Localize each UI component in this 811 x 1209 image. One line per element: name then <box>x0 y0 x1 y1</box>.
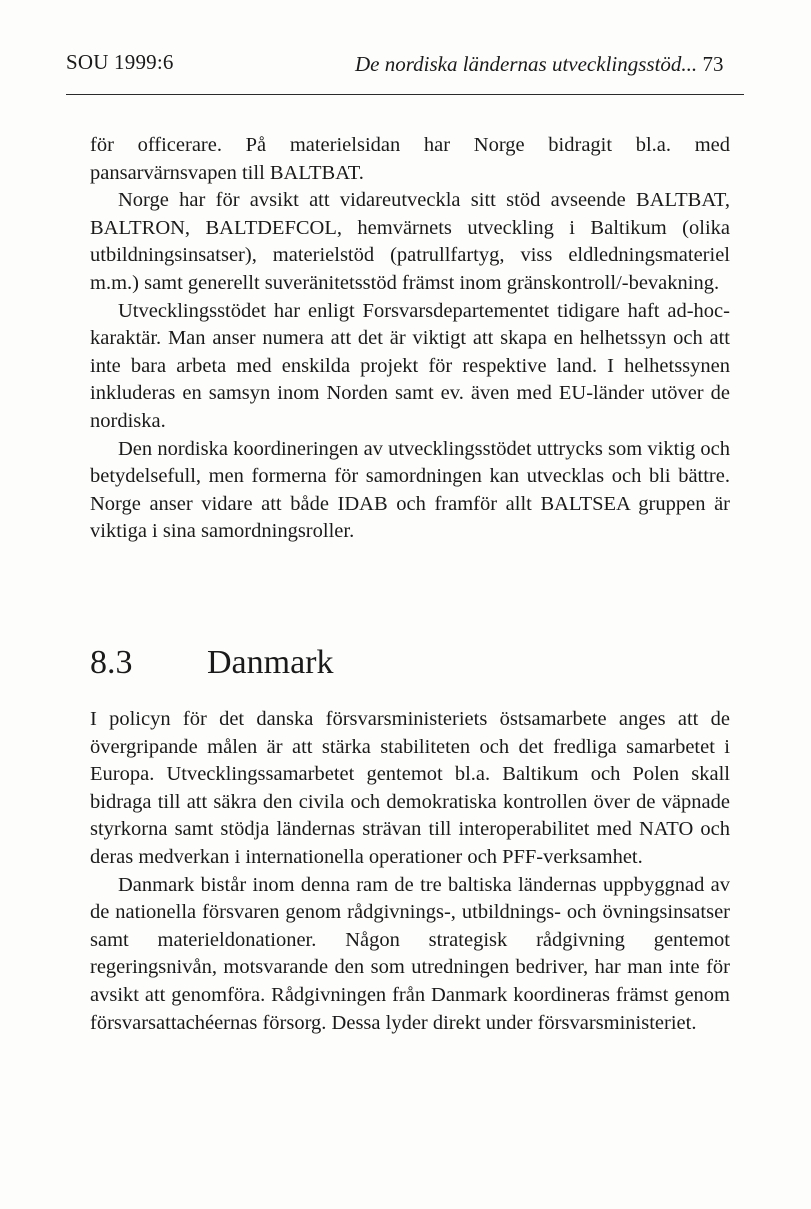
header-divider <box>66 94 744 95</box>
section-title: Danmark <box>207 644 334 681</box>
paragraph: Utvecklingsstödet har enligt Forsvarsdepartementet tidigare haft ad-hoc-karaktär. Man anser numera att det är viktigt att skapa en helhetssyn och att inte bara arbeta med enskilda projekt för respektive land. I helhetssynen inkluderas en samsyn inom Norden samt ev. även med EU-länder utöver de nordiska. <box>90 299 730 432</box>
running-title-text: De nordiska ländernas utvecklingsstöd... <box>355 52 698 76</box>
paragraph: Norge har för avsikt att vidareutveckla sitt stöd avseende BALTBAT, BALTRON, BALTDEFCOL, hemvärnets utveckling i Baltikum (olika utbildningsinsatser), materielstöd (patrullfartyg, viss eldledningsmateriel m.m.) samt generellt suveränitetsstöd främst inom gränskontroll/-bevakning. <box>90 189 730 294</box>
bottom-text-block <box>90 706 730 1037</box>
paragraph: för officerare. På materielsidan har Norge bidragit bl.a. med pansarvärnsvapen till BALTBAT. <box>90 134 730 184</box>
section-number: 8.3 <box>90 644 133 681</box>
page-number: 73 <box>702 52 724 76</box>
running-title <box>355 52 723 77</box>
top-text-block <box>90 132 730 546</box>
paragraph: Danmark bistår inom denna ram de tre baltiska ländernas uppbyggnad av de nationella försvaren genom rådgivnings-, utbildnings- och övningsinsatser samt materieldonationer. Någon strategisk rådgivning gentemot regeringsnivån, motsvarande den som utredningen bedriver, har man inte för avsikt att genomföra. Rådgivningen från Danmark koordineras främst genom försvarsattachéernas försorg. Dessa lyder direkt under försvarsministeriet. <box>90 873 730 1034</box>
document-id: SOU 1999:6 <box>66 50 174 74</box>
paragraph: Den nordiska koordineringen av utvecklingsstödet uttrycks som viktig och betydelsefull, men formerna för samordningen kan utvecklas och bli bättre. Norge anser vidare att både IDAB och framför allt BALTSEA gruppen är viktiga i sina samordningsroller. <box>90 437 730 543</box>
section-heading <box>90 644 334 682</box>
paragraph: I policyn för det danska försvarsministeriets östsamarbete anges att de övergripande målen är att stärka stabiliteten och det fredliga samarbetet i Europa. Utvecklingssamarbetet gentemot bl.a. Baltikum och Polen skall bidraga till att säkra den civila och demokratiska kontrollen över de väpnade styrkorna samt stödja ländernas strävan till interoperabilitet med NATO och deras medverkan i internationella operationer och PFF-verksamhet. <box>90 708 730 868</box>
